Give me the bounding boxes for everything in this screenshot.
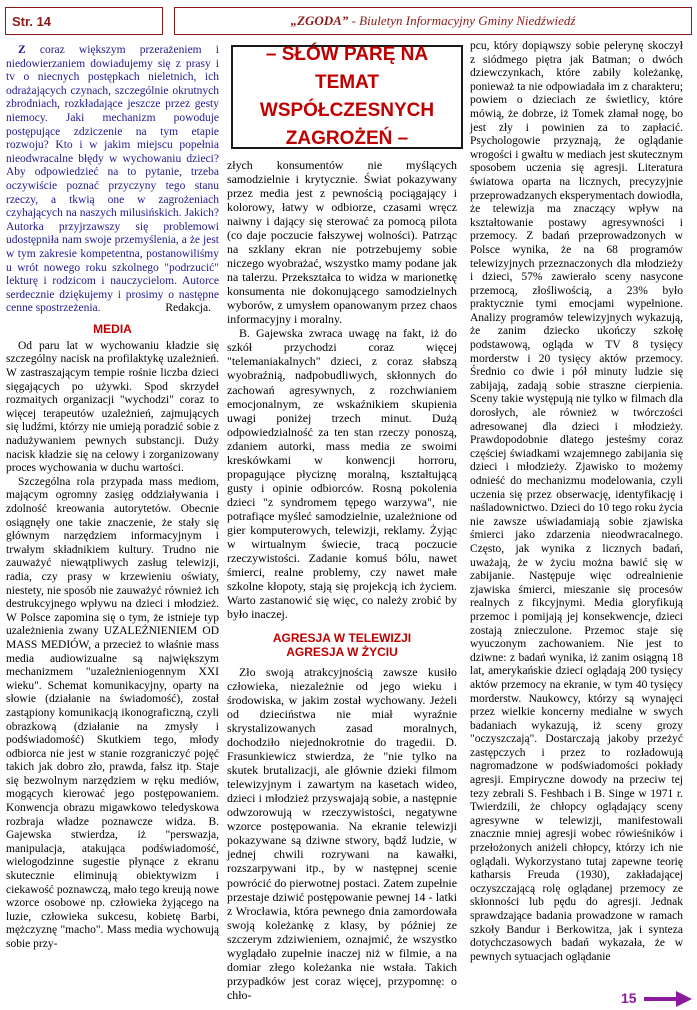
section-heading-media: MEDIA	[93, 321, 132, 336]
paragraph: Od paru lat w wychowaniu kładzie się szczególny nacisk na profilaktykę uzależnień. W zastraszającym tempie rośnie liczba dzieci sięgających po używki. Spod skrzydeł rozmaitych organizacji "wychodzi" coraz to więcej terapeutów uzależnień, zajmujących się ludźmi, którzy nie umieją poradzić sobie z nadużywaniem pewnych substancji. Duży nacisk kładzie się na celowy i zorganizowany proces wychowania w duchu wartości.	[6, 339, 219, 475]
paragraph: złych konsumentów nie myślących samodzielnie i krytycznie. Świat pokazywany przez media jest z pewnością pociągający i kolorowy, łatwy w odbiorze, czasami wręcz naiwny i dający się sterować za pomocą pilota (co daje poczucie fałszywej wolności). Patrząc na szklany ekran nie potrzebujemy sobie niczego wyobrażać, wszystko mamy podane jak na talerzu. Przekształca to widza w marionetkę konsumenta nie dokonującego samodzielnych wyborów, z umysłem opanowanym przez chaos informacyjny i moralny.	[227, 158, 457, 327]
intro-dropcap: Z	[18, 44, 26, 56]
page-number: 15	[621, 990, 637, 1006]
bulletin-title	[291, 13, 576, 29]
bulletin-name: „ZGODA”	[290, 13, 349, 28]
intro-text: coraz większym przerażeniem i niedowierzaniem dowiadujemy się z prasy i tv o niecnych postępkach nieletnich, ich odrażających czynach, szczególnie okrutnych zbrodniach, rozkładające jeszcze przez gesty niemocy. Jaki mechanizm powoduje postępujące zdziczenie na tym etapie rozwoju? Kto i w jakim miejscu popełnia nieodwracalne błędy w wychowaniu dzieci? Aby odpowiedzieć na to pytanie, trzeba oczywiście poznać przyczyny tego stanu rzeczy, a tkwią one w zagrożeniach czyhających na naszych milusińskich. Jakich? Autorka przyjrzawszy się problemowi udostępniła nam swoje przemyślenia, a że jest w tym zakresie kompetentna, postanowiliśmy u wrót nowego roku szkolnego "podrzucić" lekturę i rodzicom i nauczycielom. Autorce serdecznie dziękujemy i prosimy o następne cenne spostrzeżenia.	[6, 44, 219, 315]
column-2	[227, 158, 457, 1002]
paragraph: B. Gajewska zwraca uwagę na fakt, iż do szkół przychodzi coraz więcej "telemaniakalnych" dzieci, z coraz słabszą wyobraźnią, nadpobudliwych, skłonnych do zachowań agresywnych, z rozchwianiem emocjonalnym, ze wskaźnikiem skupienia uwagi poniżej trzech minut. Dużą odpowiedzialność za ten stan rzeczy ponoszą, zdaniem autorki, mass media ze swoimi kreskówkami w konwencji horroru, propagujące płyciznę moralną, kształtującą gusty i opinie odbiorców. Rosną pokolenia dzieci "z syndromem tępego warzywa", nie potrafiące myśleć samodzielnie, uzależnione od gier komputerowych, telewizji, reklamy. Żyjąc w wirtualnym świecie, tracą poczucie rzeczywistości. Zadanie komuś bólu, nawet śmierci, realne problemy, czy nawet małe szkolne kłopoty, stają się projekcją ich życiem. Warto zastanowić się więc, co należy zrobić by było inaczej.	[227, 326, 457, 621]
paragraph: Szczególna rola przypada mass mediom, mającym ogromny zasięg oddziaływania i zdolność kreowania autorytetów. Obecnie osiągnęły one takie znaczenie, że stały się głównym narzędziem informacyjnym i trwałym składnikiem kultury. Trudno nie zauważyć niewątpliwych zasług telewizji, radia, czy prasy w krzewieniu oświaty, niestety, nie sposób nie zauważyć również ich destrukcyjnego wpływu na dzieci i młodzież. W Polsce zapomina się o tym, że istnieje typ uzależnienia zwany UZALEŻNIENIEM OD MASS MEDIÓW, a przecież to właśnie mass media audiowizualne są największym mechanizmem "uzależnieniogennym XXI wieku". Schemat komunikacyjny, oparty na słowie (działanie na świadomość), został zastąpiony komunikacją ikonograficzną, czyli obrazkową (działanie na zmysły i podświadomość) Skutkiem tego, młody odbiorca nie jest w stanie rozgraniczyć pojęć takich jak dobro zło, prawda, fałsz itp. Staje się bezwolnym narzędziem w ręku mediów, mogących kierować jego postępowaniem. Konwencja obrazu migawkowo teledyskowa rozbraja władze poznawcze widza. B. Gajewska stwierdza, iż "perswazja, manipulacja, atakująca podświadomość, wielogodzinne sugestie płynące z ekranu skutecznie eliminują obiektywizm i ciekawość poznawczą, mało tego kreują nowe wzorce osobowe np. człowieka żyjącego na luzie, człowieka sukcesu, kobietę Barbi, mężczyznę "macho". Mass media wychowują sobie przy-	[6, 475, 219, 950]
bulletin-subtitle: - Biuletyn Informacyjny Gminy Niedźwiedź	[348, 13, 576, 28]
paragraph: Zło swoją atrakcyjnością zawsze kusiło człowieka, niezależnie od jego wieku i środowiska, w jakim został wychowany. Jeżeli od dzieciństwa nie miał wyraźnie skrystalizowanych zasad moralnych, dochodziło niejednokrotnie do tragedii. D. Frasunkiewicz stwierdza, że "nie tylko na skutek brutalizacji, ale głównie dzieki filmom telewizyjnym i zawartym na kasetach wideo, dzieci i młodzież przyswajają sobie, a następnie odwzorowują w rzeczywistości, negatywne wzorce postępowania. Na ekranie telewizji pokazywane są dziwne stwory, bądź ludzie, w jednej chwili rozrywani na kawałki, rozszarpywani itp., by w następnej scenie powrócić do pierwotnej postaci. Zatem zupełnie przestaje dziwić postępowanie pewnej 14 - latki z Wrocławia, która pewnego dnia zamordowała swoją koleżankę z klasy, by później ze szczerym zdziwieniem, oznajmić, że wszystko wyglądało zupełnie inaczej niż w filmie, a na domiar złego koleżanka nie wstała. Takich przypadków jest coraz więcej, przypomnę: o chło-	[227, 665, 457, 1002]
editorial-intro	[6, 44, 219, 316]
paragraph: pcu, który dopiąwszy sobie pelerynę skoczył z siódmego piętra jak Batman; o dwóch dziewczynkach, które zabiły koleżankę, ponieważ ta nie odpowiadała im z charakteru; powiem o dzieciach ze świetlicy, które mówią, że dobrze, iż Tomek złamał nogę, bo jest zły i powinien za to zapłacić. Psychologowie przyznają, że oglądanie wrogości i gwałtu w mediach jest skutecznym sposobem uczenia się agresji. Literatura światowa oparta na licznych, precyzyjnie przeprowadzanych eksperymentach dowiodła, że telewizja ma znaczący wpływ na kształtowanie postawy agresywności i przemocy. Z badań przeprowadzonych w Polsce wynika, że na 68 programów telewizyjnych przeznaczonych dla młodzieży i dzieci, 57% zawierało sceny nasycone przemocą, złośliwością, a 23% było praktycznie tymi emocjami wypełnione. Analizy programów telewizyjnych wykazują, że zanim dziecko ukończy szkołę podstawową, ogląda w TV 8 tysięcy morderstw i 20 tysięcy aktów przemocy. Średnio co dwie i pół minuty ludzie się zabijają, zadają sobie straszne cierpienia. Sceny takie występują nie tylko w filmach dla dorosłych, ale również w twórczości adresowanej dla dzieci i młodzieży. Prawdopodobnie dlatego jesteśmy coraz częściej świadkami wzajemnego zabijania się dzieci i młodzieży. Zjawisko to możemy odnieść do mechanizmu modelowania, czyli uczenia się przez obserwację, identyfikację i naśladownictwo. Dzieci do 10 tego roku życia nie zawsze uświadamiają sobie zjawiska śmierci jako zdarzenia nieodwracalnego. Często, jak wynika z licznych badań, uważają, że w życiu można bawić się w zabijanie. Następuje więc odrealnienie zjawiska śmierci, mieszanie się procesów realnych z fikcyjnymi. Media gloryfikują przemoc i pomijają jej konsekwencje, dzieci zostają znieczulone. Przemoc staje się wyuczonym zachowaniem. Nie jest to dziwne: z badań wynika, iż zanim osiągną 18 lat, amerykańskie dzieci oglądają 200 tysięcy aktów przemocy na ekranie, w tym 40 tysięcy morderstw. Naukowcy, którzy są wynajęci przez wielkie koncerny medialne w swych badaniach wykazują, iż sceny grozy "oczyszczają". Dostarczają jakoby przeżyć zastępczych i przez to rozładowują nagromadzone w podświadomości pokłady agresji. Empiryczne dowody na przeciw tej tezy zebrali S. Feshbach i B. Singe w 1971 r. Twierdzili, że chłopcy oglądający sceny agresywne w telewizji, manifestowali znacznie mniej agresji wobec rówieśników i przełożonych aniżeli chłopcy, którzy ich nie oglądali. Wykorzystano tutaj zapewne teorię katharsis Freuda (1930), zakładającej oczyszczającą rolę oglądanej przemocy ze skłonności lub pędu do agresji. Jednak sprawdzające badania prowadzone w ramach szkoły Bandur i Berkowitza, jak i synteza dotychczasowych badań wykazała, że w pewnych sytuacjach oglądanie	[470, 40, 684, 963]
section-heading-agresja: AGRESJA W TELEWIZJI AGRESJA W ŻYCIU	[272, 631, 412, 660]
article-title: – SŁÓW PARĘ NA TEMAT WSPÓŁCZESNYCH ZAGROŻEŃ –	[231, 45, 463, 149]
page-label-box	[5, 7, 163, 35]
editor-signature: Redakcja.	[165, 302, 211, 315]
column-1	[6, 44, 219, 952]
column-3	[470, 40, 683, 964]
next-page-arrow-icon[interactable]	[644, 991, 692, 1007]
page-label: Str. 14	[12, 13, 52, 29]
bulletin-header	[174, 7, 692, 35]
